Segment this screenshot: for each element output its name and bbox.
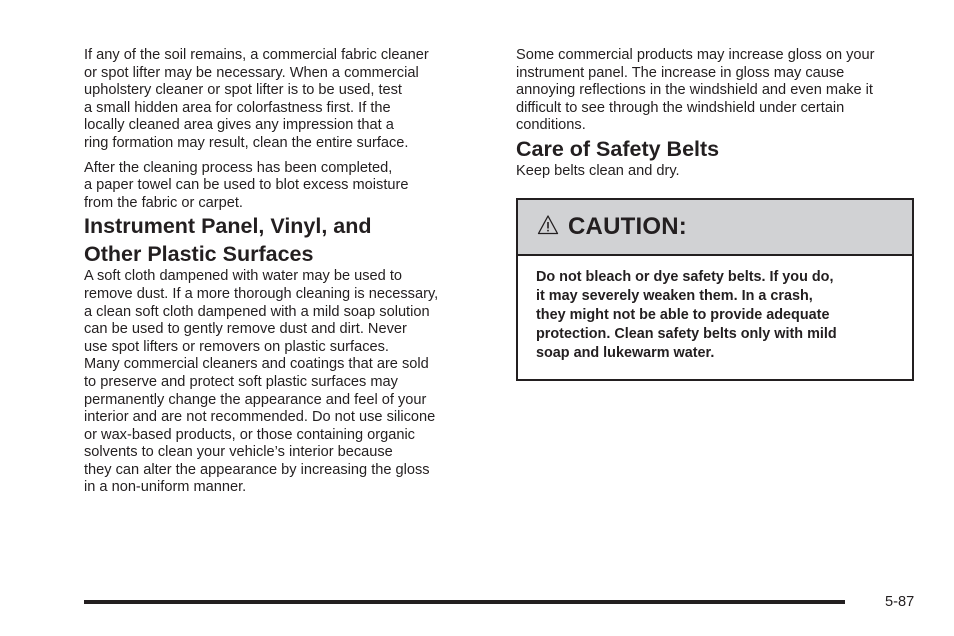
gloss-paragraph: Some commercial products may increase gloss on your instrument panel. The increase in gloss may cause annoying reflections in the windshield and even make it difficult to see through the windshield under certain conditions. <box>516 47 875 134</box>
left-column <box>84 47 484 497</box>
caution-title: CAUTION: <box>568 212 687 240</box>
right-column <box>516 47 918 381</box>
footer-rule <box>84 600 845 604</box>
plastic-surfaces-paragraph: A soft cloth dampened with water may be used to remove dust. If a more thorough cleaning is necessary, a clean soft cloth dampened with a mild soap solution can be used to gently remove dust and dirt. Never use spot lifters or removers on plastic surfaces. Many commercial cleaners and coatings that are sold to preserve and protect soft plastic surfaces may permanently change the appearance and feel of your interior and are not recommended. Do not use silicone or wax-based products, or those containing organic solvents to clean your vehicle’s interior because they can alter the appearance by increasing the gloss in a non-uniform manner. <box>84 268 439 496</box>
caution-header <box>518 200 912 256</box>
caution-body: Do not bleach or dye safety belts. If you do, it may severely weaken them. In a crash, they might not be able to provide adequate protection. Clean safety belts only with mild soap and lukewarm water. <box>536 268 837 362</box>
blot-moisture-paragraph: After the cleaning process has been completed, a paper towel can be used to blot excess moisture from the fabric or carpet. <box>84 159 409 211</box>
warning-triangle-icon <box>537 214 559 236</box>
page-number: 5-87 <box>885 594 915 610</box>
safety-belts-heading: Care of Safety Belts <box>516 136 720 161</box>
belts-clean-paragraph: Keep belts clean and dry. <box>516 162 680 179</box>
instrument-panel-heading: Instrument Panel, Vinyl, and Other Plastic Surfaces <box>84 214 372 267</box>
caution-box <box>516 198 914 381</box>
fabric-cleaner-paragraph: If any of the soil remains, a commercial fabric cleaner or spot lifter may be necessary. When a commercial upholstery cleaner or spot lifter is to be used, test a small hidden area for colorfastness first. If the locally cleaned area gives any impression that a ring formation may result, clean the entire surface. <box>84 47 429 151</box>
